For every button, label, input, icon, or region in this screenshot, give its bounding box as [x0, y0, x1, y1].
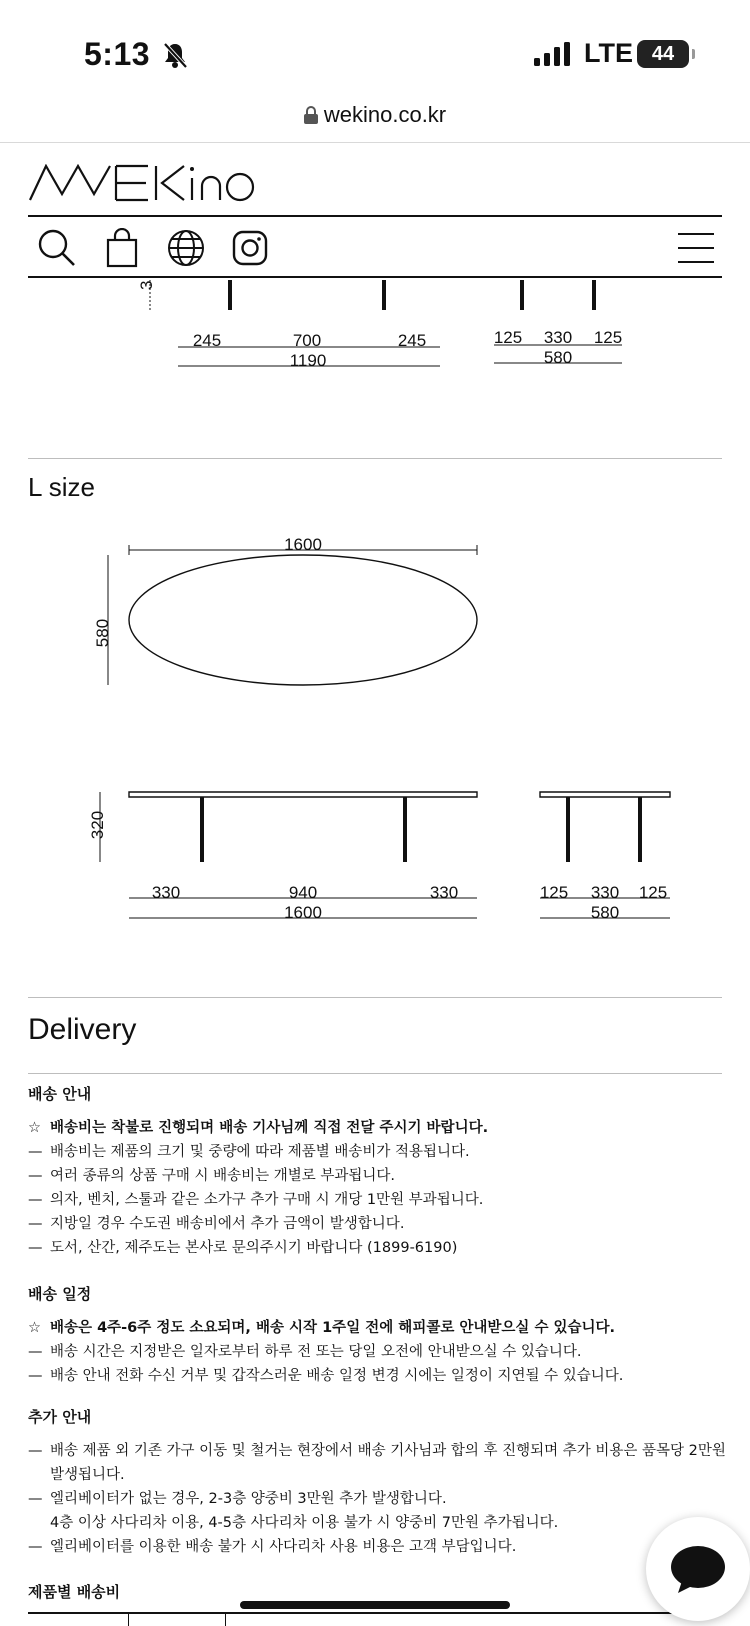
status-time: 5:13 — [84, 36, 151, 72]
list-item: — 의자, 벤치, 스툴과 같은 소가구 추가 구매 시 개당 1만원 부과됩니다. — [28, 1192, 484, 1208]
m-width-seg-3: 125 — [593, 328, 623, 347]
battery-icon: 44 — [637, 40, 689, 68]
section-divider — [28, 997, 722, 998]
chat-button[interactable] — [646, 1517, 750, 1621]
fee-table — [28, 1612, 722, 1626]
l-top-length: 1600 — [284, 535, 322, 554]
list-item: — 도서, 산간, 제주도는 본사로 문의주시기 바랍니다 (1899-6190) — [28, 1240, 458, 1256]
delivery-divider — [28, 1073, 722, 1074]
l-length-seg-1: 330 — [151, 883, 181, 902]
delivery-guide — [28, 1082, 728, 1260]
additional-info — [28, 1405, 728, 1559]
list-item: — 배송 제품 외 기존 가구 이동 및 철거는 현장에서 배송 기사님과 합의 후 진행되며 추가 비용은 품목당 2만원 발생됩니다. — [28, 1443, 726, 1483]
l-width-seg-2: 330 — [590, 883, 620, 902]
section-divider — [28, 458, 722, 459]
l-width-seg-3: 125 — [638, 883, 668, 902]
network-label: LTE — [584, 38, 633, 68]
m-length-seg-2: 700 — [292, 331, 322, 350]
m-height-label: 3 — [137, 280, 156, 290]
fee-heading: 제품별 배송비 — [28, 1583, 121, 1601]
m-width-seg-2: 330 — [543, 328, 573, 347]
section-heading: 추가 안내 — [28, 1408, 92, 1426]
url-text: wekino.co.kr — [323, 102, 447, 127]
delivery-title: Delivery — [28, 1013, 137, 1046]
l-height: 320 — [88, 810, 107, 840]
l-size-title: L size — [28, 472, 95, 502]
chat-bubble-icon — [646, 1517, 750, 1621]
m-length-seg-1: 245 — [192, 331, 222, 350]
section-heading: 배송 안내 — [28, 1085, 92, 1103]
list-item: — 배송비는 제품의 크기 및 중량에 따라 제품별 배송비가 적용됩니다. — [28, 1144, 470, 1160]
l-width-total: 580 — [590, 903, 620, 922]
l-length-seg-3: 330 — [429, 883, 459, 902]
l-top-width: 580 — [93, 618, 112, 648]
m-width-seg-1: 125 — [493, 328, 523, 347]
m-width-total: 580 — [543, 348, 573, 367]
section-heading: 배송 일정 — [28, 1285, 92, 1303]
star-note: ☆ 배송비는 착불로 진행되며 배송 기사님께 직접 전달 주시기 바랍니다. — [28, 1120, 489, 1136]
list-item: — 배송 안내 전화 수신 거부 및 갑작스러운 배송 일정 변경 시에는 일정이 지연될 수 있습니다. — [28, 1368, 624, 1384]
star-note: ☆ 배송은 4주-6주 정도 소요되며, 배송 시작 1주일 전에 해피콜로 안내받으실 수 있습니다. — [28, 1320, 616, 1336]
list-item: — 여러 종류의 상품 구매 시 배송비는 개별로 부과됩니다. — [28, 1168, 396, 1184]
list-item: — 엘리베이터가 없는 경우, 2-3층 양중비 3만원 추가 발생합니다. 4층 이상 사다리차 이용, 4-5층 사다리차 이용 불가 시 양중비 7만원 추가됩니다. — [28, 1491, 559, 1531]
list-item: — 지방일 경우 수도권 배송비에서 추가 금액이 발생합니다. — [28, 1216, 405, 1232]
l-width-seg-1: 125 — [539, 883, 569, 902]
home-indicator — [240, 1601, 510, 1609]
l-length-seg-2: 940 — [288, 883, 318, 902]
m-length-total: 1190 — [289, 351, 327, 370]
l-length-total: 1600 — [284, 903, 322, 922]
list-item: — 배송 시간은 지정받은 일자로부터 하루 전 또는 당일 오전에 안내받으실 수 있습니다. — [28, 1344, 582, 1360]
m-length-seg-3: 245 — [397, 331, 427, 350]
list-item: — 엘리베이터를 이용한 배송 불가 시 사다리차 사용 비용은 고객 부담입니다. — [28, 1539, 517, 1555]
delivery-schedule — [28, 1282, 728, 1388]
